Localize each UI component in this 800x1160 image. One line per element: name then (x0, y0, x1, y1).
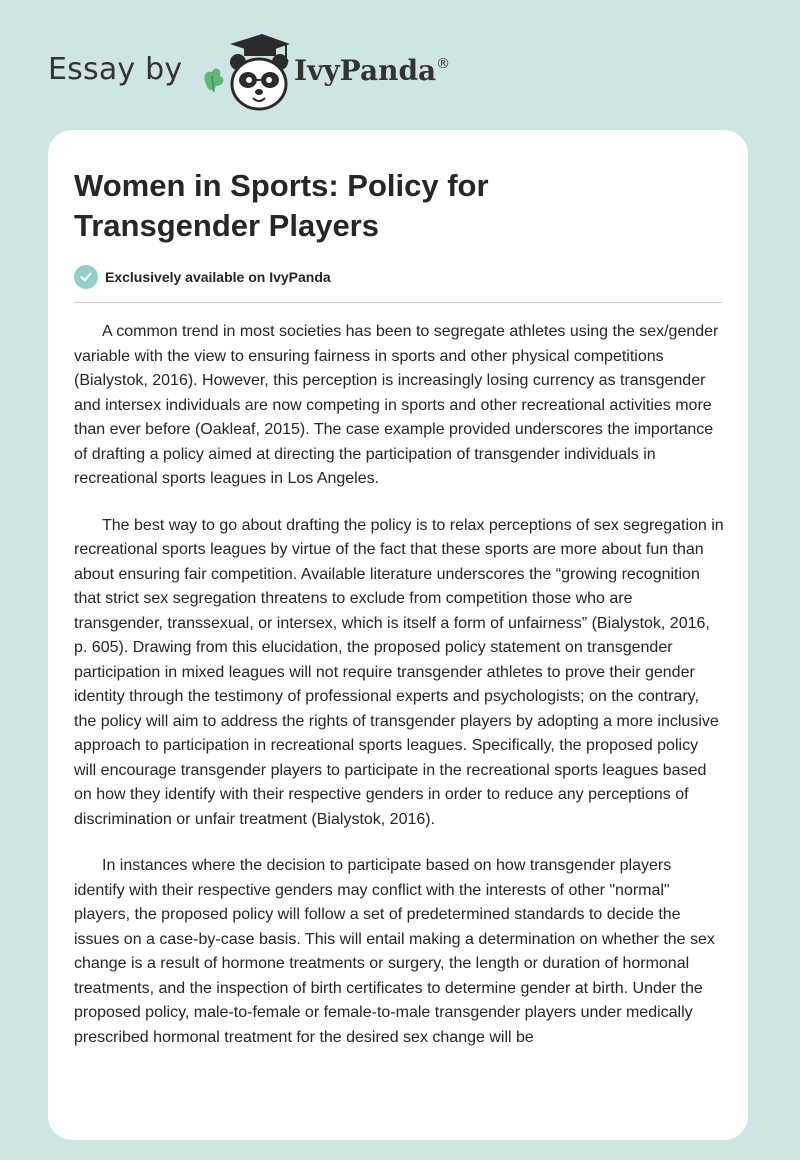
paragraph-3: In instances where the decision to participate based on how transgender players identify with their respective genders may conflict with the interests of other "normal" players, the proposed policy will follow a set of predetermined standards to decide the issues on a case-by-case basis. This will entail making a determination on whether the sex change is a result of hormone treatments or surgery, the length or duration of hormonal treatments, and the inspection of birth certificates to determine gender at birth. Under the proposed policy, male-to-female or female-to-male transgender players under medically prescribed hormonal treatment for the desired sex change will be (74, 857, 715, 1046)
site-header (48, 30, 648, 110)
brand-name[interactable] (294, 54, 450, 87)
paragraph-1: A common trend in most societies has been to segregate athletes using the sex/gender variable with the view to ensuring fairness in sports and other physical competitions (Bialystok, 2016). However, this perception is increasingly losing currency as transgender and intersex individuals are now competing in sports and other recreational activities more than ever before (Oakleaf, 2015). The case example provided underscores the importance of drafting a policy aimed at directing the participation of transgender individuals in recreational sports leagues in Los Angeles. (74, 323, 719, 487)
check-glyph (79, 270, 93, 284)
panda-logo-icon[interactable] (200, 32, 290, 112)
panda-logo-graphic (200, 32, 290, 112)
ivy-leaf-icon (204, 69, 223, 92)
brand-text: IvyPanda (294, 54, 437, 87)
page-title: Women in Sports: Policy for Transgender Players (74, 168, 489, 243)
essay-card (48, 130, 748, 1140)
divider (74, 302, 722, 303)
registered-mark: ® (436, 55, 451, 72)
check-icon (74, 265, 98, 289)
essay-body (74, 320, 724, 1072)
essay-by-label: Essay by (48, 52, 183, 87)
exclusive-badge-label: Exclusively available on IvyPanda (105, 269, 331, 285)
paragraph-2: The best way to go about drafting the policy is to relax perceptions of sex segregation in recreational sports leagues by virtue of the fact that these sports are more about fun than about ensuring fair competition. Available literature underscores the “growing recognition that strict sex segregation threatens to exclude from competition those who are transgender, transsexual, or intersex, which is itself a form of unfairness” (Bialystok, 2016, p. 605). Drawing from this elucidation, the proposed policy statement on transgender participation in mixed leagues will not require transgender athletes to prove their gender identity through the testimony of professional experts and psychologists; on the contrary, the policy will aim to address the rights of transgender players by adopting a more inclusive approach to participation in recreational sports leagues. Specifically, the proposed policy will encourage transgender players to participate in the recreational sports leagues based on how they identify with their respective genders in order to reduce any perceptions of discrimination or unfair treatment (Bialystok, 2016). (74, 516, 724, 828)
exclusive-badge (74, 264, 331, 290)
